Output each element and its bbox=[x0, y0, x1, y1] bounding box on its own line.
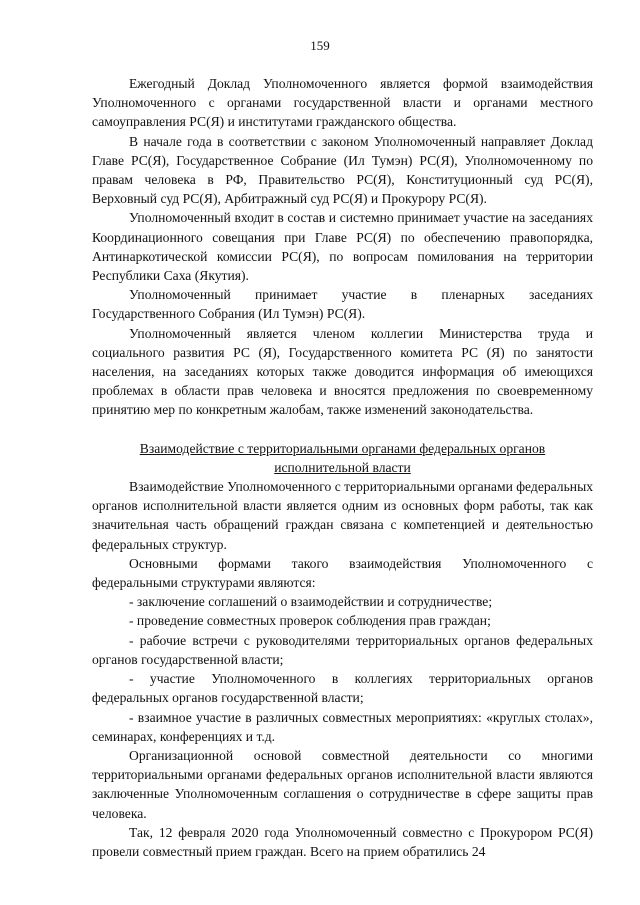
document-body bbox=[92, 74, 593, 861]
paragraph-annual-report: Ежегодный Доклад Уполномоченного является формой взаимодействия Уполномоченного с органами государственной власти и органами местного самоуправления РС(Я) и институтами гражданского общества. bbox=[92, 76, 593, 130]
section-spacer bbox=[92, 420, 593, 439]
paragraph-report-recipients: В начале года в соответствии с законом Уполномоченный направляет Доклад Главе РС(Я), Государственное Собрание (Ил Тумэн) РС(Я), Уполномоченному по правам человека в РФ, Правительство РС(Я), Конституционный суд РС(Я), Верховный суд РС(Я), Арбитражный суд РС(Я) и Прокурору РС(Я). bbox=[92, 133, 593, 207]
paragraph-coordination-meetings: Уполномоченный входит в состав и системно принимает участие на заседаниях Координационного совещания при Главе РС(Я) по обеспечению правопорядка, Антинаркотической комиссии РС(Я), по вопросам помилования на территории Республики Саха (Якутия). bbox=[92, 210, 593, 284]
list-item-joint-events: - взаимное участие в различных совместных мероприятиях: «круглых столах», семинарах, конференциях и т.д. bbox=[92, 709, 593, 744]
paragraph-federal-interaction: Взаимодействие Уполномоченного с территориальными органами федеральных органов исполнительной власти является одним из основных форм работы, так как значительная часть обращений граждан связана с компетенцией и деятельностью федеральных структур. bbox=[92, 479, 593, 552]
list-item-agreements: - заключение соглашений о взаимодействии и сотрудничестве; bbox=[129, 594, 493, 610]
list-item-joint-inspections: - проведение совместных проверок соблюдения прав граждан; bbox=[129, 613, 491, 629]
paragraph-main-forms: Основными формами такого взаимодействия Уполномоченного с федеральными структурами являются: bbox=[92, 555, 593, 591]
paragraph-joint-reception: Так, 12 февраля 2020 года Уполномоченный совместно с Прокурором РС(Я) провели совместный прием граждан. Всего на прием обратились 24 bbox=[92, 824, 593, 859]
section-title: Взаимодействие с территориальными органами федеральных органов исполнительной власти bbox=[139, 440, 546, 475]
list-item-collegium-participation: - участие Уполномоченного в коллегиях территориальных органов федеральных органов государственной власти; bbox=[92, 671, 593, 706]
paragraph-organizational-basis: Организационной основой совместной деятельности со многими территориальными органами федеральных органов исполнительной власти являются заключенные Уполномоченным соглашения о сотрудничестве в сфере защиты прав человека. bbox=[92, 747, 593, 821]
list-item-working-meetings: - рабочие встречи с руководителями территориальных органов федеральных органов государственной власти; bbox=[92, 632, 593, 667]
paragraph-plenary-sessions: Уполномоченный принимает участие в пленарных заседаниях Государственного Собрания (Ил Тумэн) РС(Я). bbox=[92, 287, 593, 322]
paragraph-ministry-collegium: Уполномоченный является членом коллегии Министерства труда и социального развития РС (Я), Государственного комитета РС (Я) по занятости населения, на заседаниях которых также доводится информация об имеющихся проблемах в области прав человека и вносятся предложения по своевременному принятию мер по конкретным жалобам, также изменений законодательства. bbox=[92, 325, 593, 418]
page-number: 159 bbox=[310, 38, 330, 53]
